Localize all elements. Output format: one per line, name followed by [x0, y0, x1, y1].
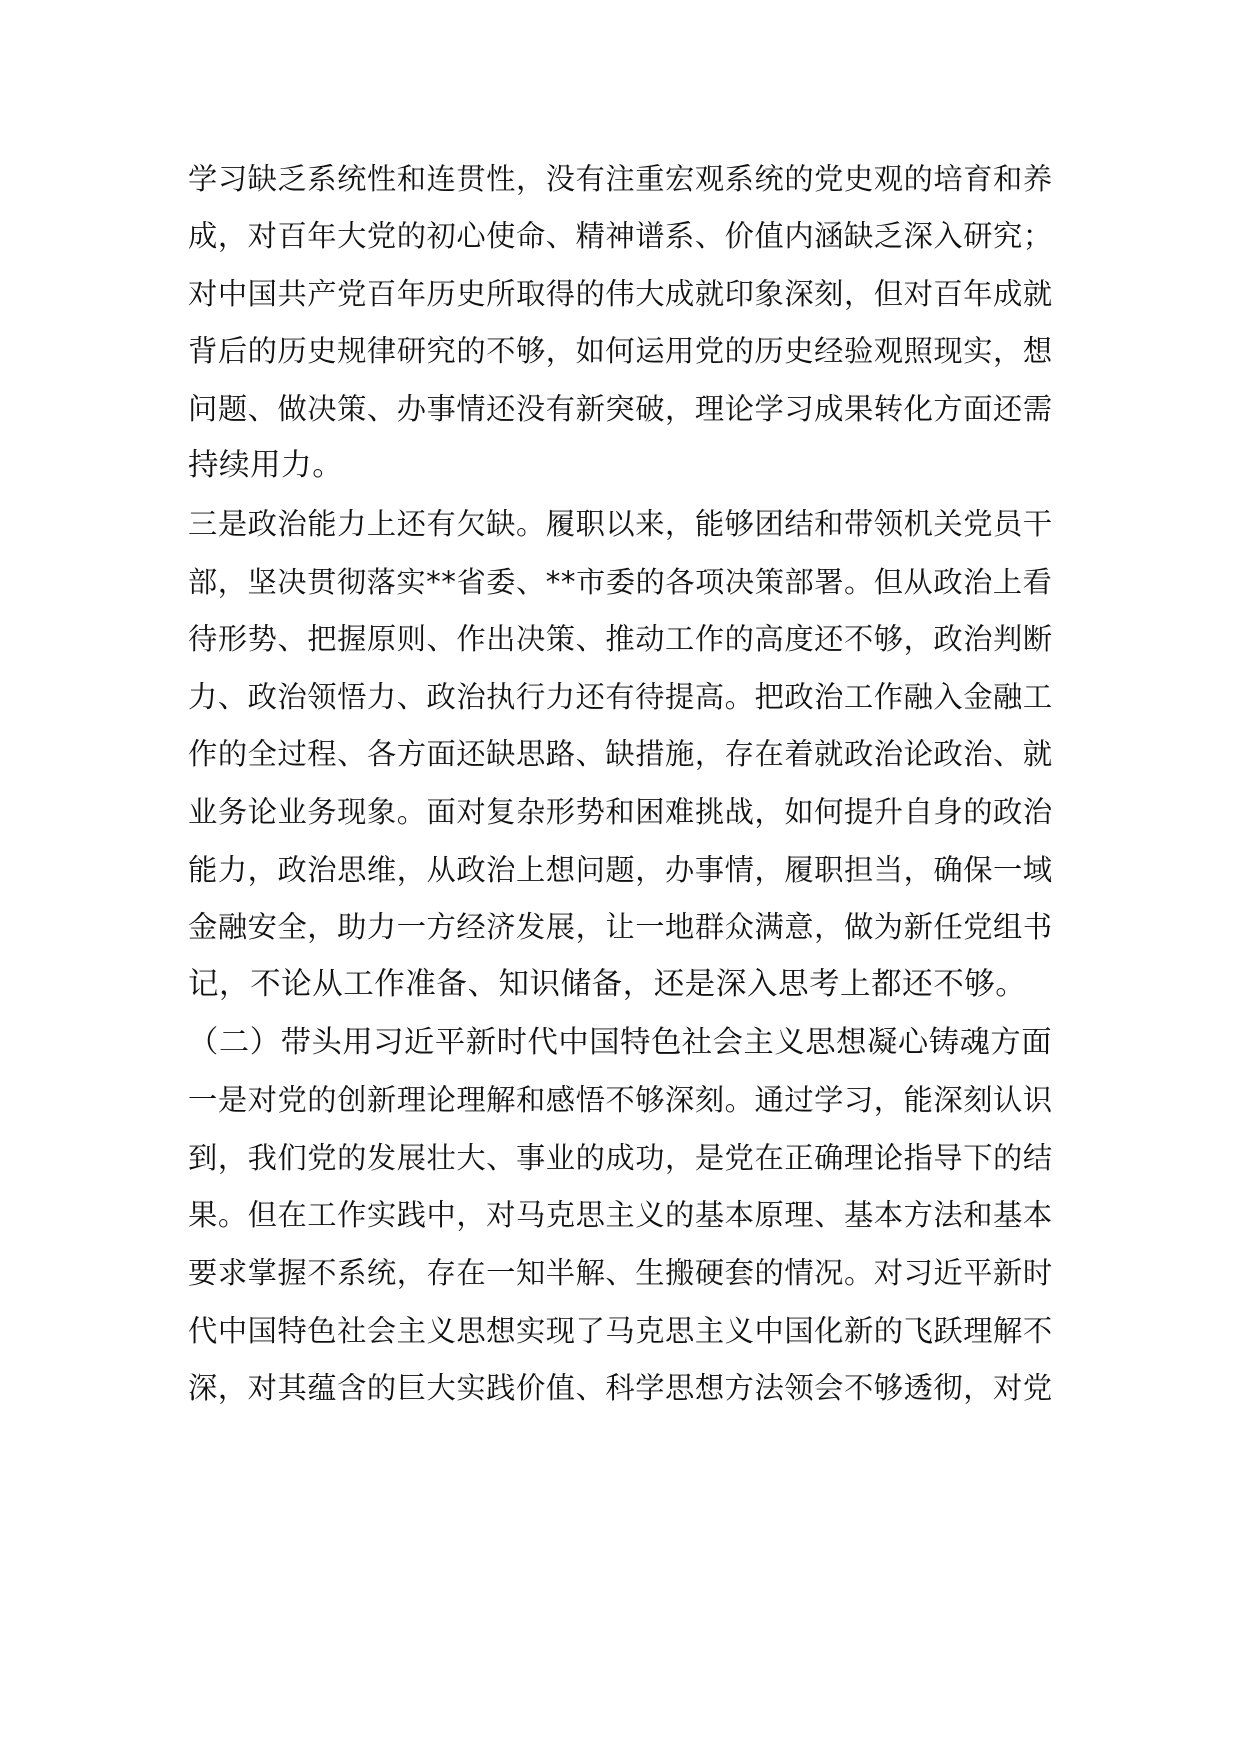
text-line: 力、政治领悟力、政治执行力还有待提高。把政治工作融入金融工 — [188, 680, 1053, 714]
text-line: 背后的历史规律研究的不够，如何运用党的历史经验观照现实，想 — [188, 334, 1053, 368]
text-line: 金融安全，助力一方经济发展，让一地群众满意，做为新任党组书 — [188, 910, 1053, 944]
text-line: 问题、做决策、办事情还没有新突破，理论学习成果转化方面还需 — [188, 392, 1053, 426]
text-line: 代中国特色社会主义思想实现了马克思主义中国化新的飞跃理解不 — [188, 1314, 1053, 1348]
text-line: 持续用力。 — [188, 448, 344, 483]
text-line: 三是政治能力上还有欠缺。履职以来，能够团结和带领机关党员干 — [188, 507, 1053, 541]
text-line: 部，坚决贯彻落实**省委、**市委的各项决策部署。但从政治上看 — [188, 565, 1053, 599]
text-line: 记，不论从工作准备、知识储备，还是深入思考上都还不够。 — [188, 967, 1027, 1002]
text-line: 要求掌握不系统，存在一知半解、生搬硬套的情况。对习近平新时 — [188, 1256, 1053, 1290]
text-line: 到，我们党的发展壮大、事业的成功，是党在正确理论指导下的结 — [188, 1141, 1053, 1175]
text-line: 学习缺乏系统性和连贯性，没有注重宏观系统的党史观的培育和养 — [188, 162, 1053, 196]
text-line: 果。但在工作实践中，对马克思主义的基本原理、基本方法和基本 — [188, 1198, 1053, 1232]
text-line: 成，对百年大党的初心使命、精神谱系、价值内涵缺乏深入研究； — [188, 219, 1053, 253]
text-line: 待形势、把握原则、作出决策、推动工作的高度还不够，政治判断 — [188, 622, 1053, 656]
text-line: 深，对其蕴含的巨大实践价值、科学思想方法领会不够透彻，对党 — [188, 1371, 1053, 1405]
text-line: 业务论业务现象。面对复杂形势和困难挑战，如何提升自身的政治 — [188, 795, 1053, 829]
text-line: 一是对党的创新理论理解和感悟不够深刻。通过学习，能深刻认识 — [188, 1083, 1053, 1117]
text-line: 对中国共产党百年历史所取得的伟大成就印象深刻，但对百年成就 — [188, 277, 1053, 311]
text-line: （二）带头用习近平新时代中国特色社会主义思想凝心铸魂方面 — [188, 1025, 1053, 1060]
text-line: 能力，政治思维，从政治上想问题，办事情，履职担当，确保一域 — [188, 853, 1053, 887]
text-line: 作的全过程、各方面还缺思路、缺措施，存在着就政治论政治、就 — [188, 737, 1053, 771]
